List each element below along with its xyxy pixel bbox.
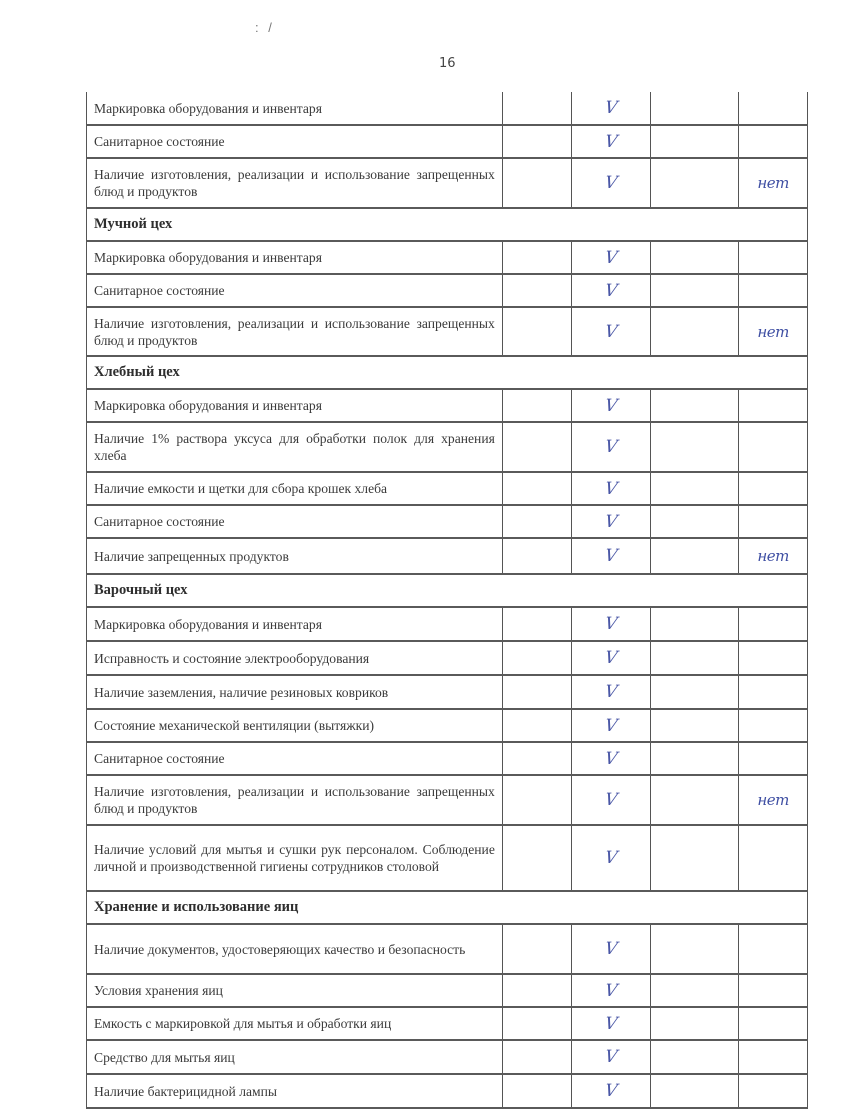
handwritten-check-icon: V [603,1013,619,1034]
criterion-text [87,506,502,537]
section-header [86,575,808,608]
checklist-row [86,275,808,308]
handwritten-check-icon: V [603,1081,619,1101]
handwritten-check-icon: V [603,395,619,416]
cell-column-1 [502,242,571,273]
inspection-checklist-table [86,92,808,1109]
cell-column-1 [502,1041,571,1073]
cell-column-1 [502,275,571,306]
cell-column-1 [502,159,571,207]
cell-notes [738,676,807,708]
criterion-text [87,710,502,741]
cell-notes [738,242,807,273]
cell-column-1 [502,92,571,124]
checklist-row [86,126,808,159]
checklist-row [86,710,808,743]
cell-column-3 [650,776,738,824]
cell-compliance [571,1008,651,1039]
cell-column-3 [650,1075,738,1107]
cell-column-3 [650,506,738,537]
handwritten-check-icon: V [603,321,619,342]
cell-notes [738,608,807,640]
criterion-label: Условия хранения яиц [94,983,223,998]
cell-column-1 [502,608,571,640]
criterion-label: Маркировка оборудования и инвентаря [94,398,322,413]
checklist-row [86,159,808,209]
cell-column-1 [502,743,571,774]
checklist-row [86,92,808,126]
cell-notes [738,743,807,774]
criterion-text [87,1041,502,1073]
handwritten-check-icon: V [603,1047,619,1067]
cell-column-1 [502,308,571,355]
checklist-row [86,1008,808,1041]
handwritten-check-icon: V [603,648,619,668]
cell-compliance [571,242,651,273]
handwritten-check-icon: V [603,131,619,152]
criterion-label: Маркировка оборудования и инвентаря [94,100,322,116]
cell-compliance [571,423,651,471]
checklist-row [86,826,808,892]
cell-column-3 [650,710,738,741]
cell-notes [738,275,807,306]
section-title: Мучной цех [94,216,173,232]
handwritten-check-icon: V [603,715,619,736]
cell-compliance [571,159,651,207]
cell-notes [738,642,807,674]
criterion-label: Санитарное состояние [94,514,225,529]
section-title: Варочный цех [94,582,188,598]
criterion-label: Санитарное состояние [94,751,225,766]
criterion-label: Наличие емкости и щетки для сбора крошек хлеба [94,481,388,496]
cell-column-3 [650,1041,738,1073]
checklist-row [86,423,808,473]
handwritten-check-icon: V [603,790,619,810]
cell-compliance [571,275,651,306]
cell-column-1 [502,925,571,973]
checklist-row [86,1075,808,1109]
handwritten-check-icon: V [603,173,619,193]
criterion-label: Наличие документов, удостоверяющих качество и безопасность [94,941,466,957]
cell-compliance [571,308,651,355]
cell-column-3 [650,1008,738,1039]
cell-notes [738,539,807,573]
criterion-label: Санитарное состояние [94,283,225,298]
cell-compliance [571,925,651,973]
checklist-row [86,608,808,642]
cell-column-1 [502,423,571,471]
cell-column-3 [650,159,738,207]
criterion-text [87,308,502,355]
cell-compliance [571,608,651,640]
cell-compliance [571,92,651,124]
criterion-text [87,608,502,640]
checklist-row [86,539,808,575]
cell-column-1 [502,975,571,1006]
section-title: Хлебный цех [94,364,180,380]
cell-compliance [571,126,651,157]
cell-compliance [571,826,651,890]
checklist-row [86,390,808,423]
checklist-row [86,975,808,1008]
cell-compliance [571,975,651,1006]
handwritten-check-icon: V [603,848,619,868]
criterion-text [87,159,502,207]
cell-column-3 [650,975,738,1006]
cell-compliance [571,776,651,824]
cell-notes [738,1041,807,1073]
cell-notes [738,308,807,355]
criterion-label: Емкость с маркировкой для мытья и обработки яиц [94,1016,392,1031]
criterion-label: Санитарное состояние [94,134,225,149]
handwritten-check-icon: V [603,614,619,634]
cell-notes [738,473,807,504]
page-number: 16 [439,56,456,71]
handwritten-check-icon: V [603,511,619,532]
criterion-text [87,642,502,674]
cell-notes [738,159,807,207]
criterion-label: Исправность и состояние электрооборудования [94,650,370,666]
handwritten-check-icon: V [603,247,619,268]
cell-compliance [571,743,651,774]
cell-column-1 [502,826,571,890]
cell-column-1 [502,1008,571,1039]
cell-notes [738,126,807,157]
handwritten-check-icon: V [603,98,619,118]
criterion-text [87,1075,502,1107]
criterion-text [87,423,502,471]
cell-notes [738,826,807,890]
cell-column-1 [502,776,571,824]
cell-compliance [571,1041,651,1073]
cell-column-3 [650,826,738,890]
section-header [86,892,808,925]
criterion-text [87,676,502,708]
section-title: Хранение и использование яиц [94,899,299,915]
criterion-text [87,390,502,421]
handwritten-check-icon: V [603,682,619,702]
cell-compliance [571,539,651,573]
cell-column-3 [650,642,738,674]
criterion-label: Состояние механической вентиляции (вытяжки) [94,718,375,733]
criterion-label: Наличие условий для мытья и сушки рук персоналом. Соблюдение личной и производственной гигиены сотрудников столовой [94,842,495,874]
cell-column-3 [650,539,738,573]
handwritten-note: нет [757,174,789,192]
criterion-label: Наличие изготовления, реализации и использование запрещенных блюд и продуктов [94,315,495,348]
cell-column-3 [650,743,738,774]
criterion-label: Наличие бактерицидной лампы [94,1083,278,1099]
cell-column-3 [650,308,738,355]
cell-compliance [571,710,651,741]
cell-column-3 [650,92,738,124]
handwritten-check-icon: V [603,280,619,301]
cell-column-1 [502,642,571,674]
criterion-label: Маркировка оборудования и инвентаря [94,250,322,265]
checklist-row [86,473,808,506]
handwritten-note: нет [757,547,789,565]
criterion-text [87,92,502,124]
checklist-row [86,776,808,826]
cell-column-3 [650,275,738,306]
cell-compliance [571,390,651,421]
cell-notes [738,1075,807,1107]
checklist-row [86,642,808,676]
cell-column-1 [502,506,571,537]
cell-notes [738,1008,807,1039]
criterion-text [87,275,502,306]
criterion-text [87,975,502,1006]
cell-notes [738,423,807,471]
handwritten-check-icon: V [603,437,619,457]
checklist-row [86,743,808,776]
cell-column-3 [650,242,738,273]
cell-column-3 [650,473,738,504]
handwritten-check-icon: V [603,980,619,1001]
criterion-text [87,826,502,890]
checklist-row [86,676,808,710]
criterion-label: Наличие запрещенных продуктов [94,548,289,564]
handwritten-check-icon: V [603,939,619,959]
handwritten-note: нет [757,322,789,341]
cell-column-1 [502,1075,571,1107]
criterion-label: Наличие 1% раствора уксуса для обработки полок для хранения хлеба [94,431,495,463]
cell-compliance [571,506,651,537]
criterion-text [87,539,502,573]
cell-notes [738,776,807,824]
cell-compliance [571,1075,651,1107]
section-header [86,357,808,390]
section-header [86,209,808,242]
criterion-text [87,473,502,504]
cell-column-3 [650,608,738,640]
cell-column-1 [502,710,571,741]
criterion-label: Наличие заземления, наличие резиновых ковриков [94,684,389,700]
scan-artifact: : / [255,20,275,35]
criterion-text [87,126,502,157]
cell-column-1 [502,126,571,157]
cell-column-1 [502,390,571,421]
cell-column-3 [650,390,738,421]
cell-notes [738,710,807,741]
criterion-label: Наличие изготовления, реализации и использование запрещенных блюд и продуктов [94,784,495,816]
criterion-text [87,242,502,273]
handwritten-note: нет [757,791,789,809]
checklist-row [86,1041,808,1075]
handwritten-check-icon: V [603,478,619,499]
criterion-label: Маркировка оборудования и инвентаря [94,616,322,632]
checklist-row [86,308,808,357]
criterion-text [87,743,502,774]
cell-column-3 [650,126,738,157]
cell-notes [738,92,807,124]
cell-notes [738,390,807,421]
checklist-row [86,925,808,975]
cell-notes [738,925,807,973]
cell-column-3 [650,676,738,708]
checklist-row [86,506,808,539]
criterion-text [87,925,502,973]
criterion-label: Средство для мытья яиц [94,1049,235,1065]
cell-compliance [571,676,651,708]
handwritten-check-icon: V [603,546,619,566]
cell-column-1 [502,473,571,504]
cell-column-1 [502,676,571,708]
cell-notes [738,506,807,537]
checklist-row [86,242,808,275]
cell-notes [738,975,807,1006]
cell-compliance [571,642,651,674]
cell-column-1 [502,539,571,573]
criterion-label: Наличие изготовления, реализации и использование запрещенных блюд и продуктов [94,167,495,199]
handwritten-check-icon: V [603,748,619,769]
cell-column-3 [650,925,738,973]
cell-column-3 [650,423,738,471]
criterion-text [87,1008,502,1039]
criterion-text [87,776,502,824]
cell-compliance [571,473,651,504]
